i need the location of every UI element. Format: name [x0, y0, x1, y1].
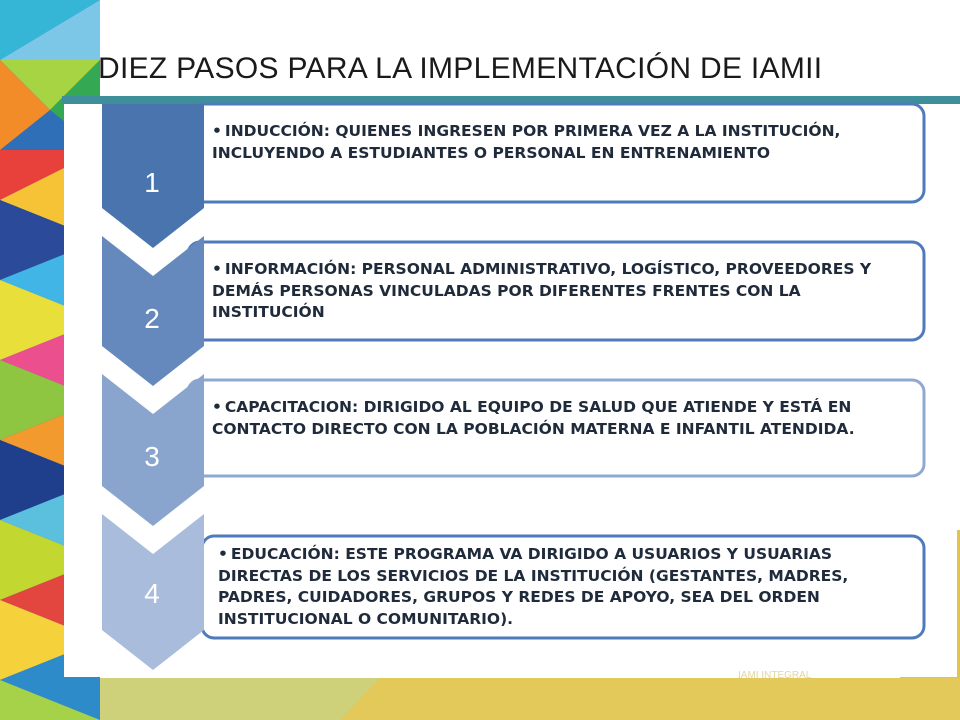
footer-watermark: IAMI INTEGRAL: [738, 670, 812, 681]
step-4-description: [218, 544, 914, 630]
slide-title: DIEZ PASOS PARA LA IMPLEMENTACIÓN DE IAMII: [98, 52, 823, 85]
step-number: 2: [144, 303, 160, 334]
step-2-text: INFORMACIÓN: PERSONAL ADMINISTRATIVO, LOGÍSTICO, PROVEEDORES Y DEMÁS PERSONAS VINCULADAS POR DIFERENTES FRENTES CON LA INSTITUCIÓN: [212, 260, 872, 321]
bullet-icon: •: [212, 122, 222, 140]
bullet-icon: •: [218, 545, 228, 563]
step-number: 1: [144, 167, 160, 198]
step-2-description: [212, 259, 912, 324]
step-1-description: [212, 121, 912, 164]
bullet-icon: •: [212, 260, 222, 278]
bullet-icon: •: [212, 398, 222, 416]
step-3-text: CAPACITACION: DIRIGIDO AL EQUIPO DE SALUD QUE ATIENDE Y ESTÁ EN CONTACTO DIRECTO CON LA POBLACIÓN MATERNA E INFANTIL ATENDIDA.: [212, 398, 855, 438]
step-1-text: INDUCCIÓN: QUIENES INGRESEN POR PRIMERA VEZ A LA INSTITUCIÓN, INCLUYENDO A ESTUDIANTES O PERSONAL EN ENTRENAMIENTO: [212, 122, 841, 162]
step-number: 3: [144, 441, 160, 472]
step-number: 4: [144, 578, 160, 609]
step-3-description: [212, 397, 912, 440]
step-4-text: EDUCACIÓN: ESTE PROGRAMA VA DIRIGIDO A USUARIOS Y USUARIAS DIRECTAS DE LOS SERVICIOS DE LA INSTITUCIÓN (GESTANTES, MADRES, PADRES, CUIDADORES, GRUPOS Y REDES DE APOYO, SEA DEL ORDEN INSTITUCIONAL O COMUNITARIO).: [218, 545, 849, 628]
